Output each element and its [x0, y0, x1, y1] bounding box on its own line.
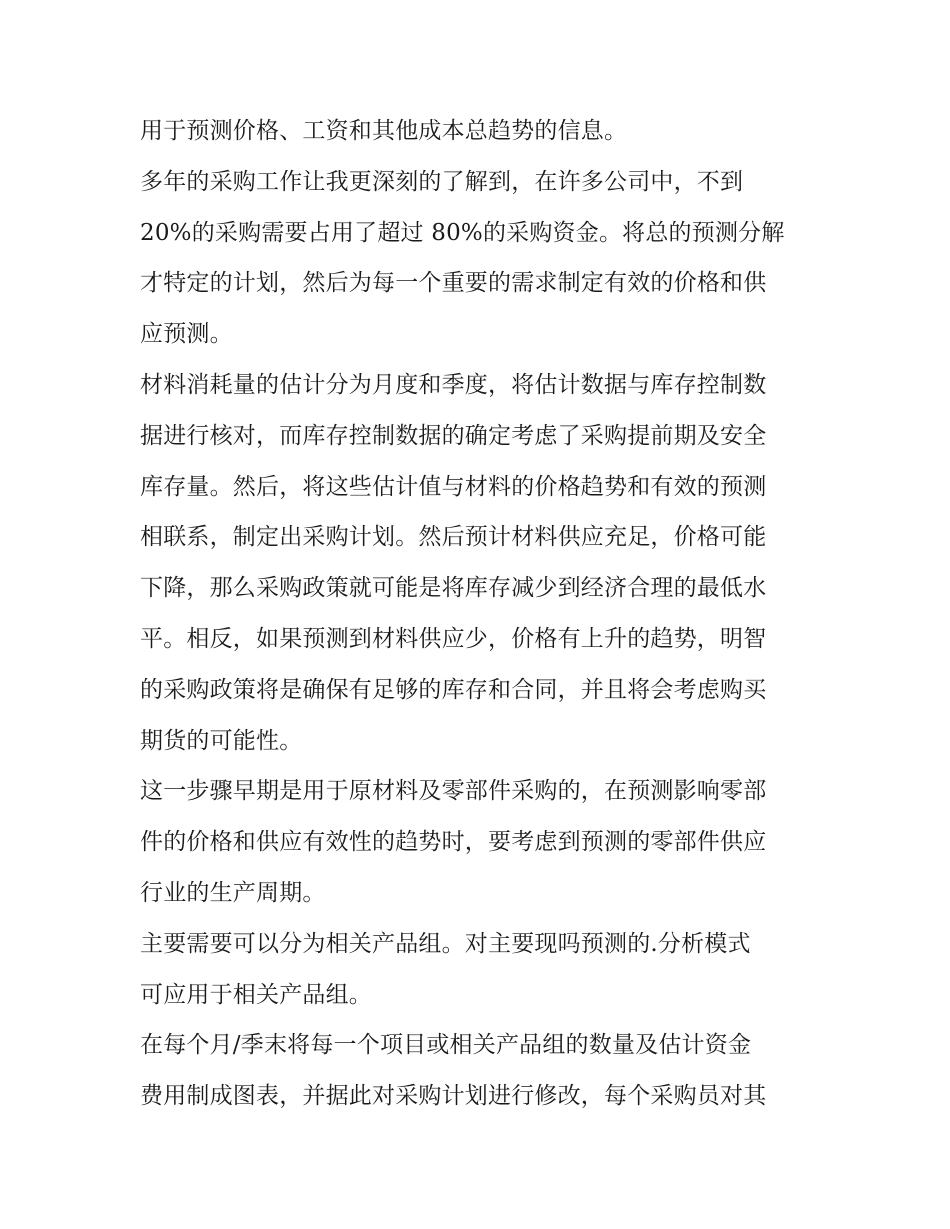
text-line: 可应用于相关产品组。: [140, 981, 372, 1008]
text-line: 用于预测价格、工资和其他成本总趋势的信息。: [140, 118, 628, 144]
text-line: 库存量。然后，将这些估计值与材料的价格趋势和有效的预测: [140, 473, 767, 500]
text-line: 的采购政策将是确保有足够的库存和合同，并且将会考虑购买: [140, 676, 767, 703]
text-line: 应预测。: [140, 321, 233, 348]
text-line: 行业的生产周期。: [140, 879, 326, 906]
text-line: 这一步骤早期是用于原材料及零部件采购的，在预测影响零部: [140, 778, 767, 805]
text-line: 才特定的计划，然后为每一个重要的需求制定有效的价格和供: [140, 270, 767, 297]
text-line: 20%的采购需要占用了超过 80%的采购资金。将总的预测分解: [140, 219, 785, 246]
body-text: [140, 106, 820, 1122]
text-line: 期货的可能性。: [140, 727, 303, 754]
text-line: 下降，那么采购政策就可能是将库存减少到经济合理的最低水: [140, 575, 767, 602]
text-line: 相联系，制定出采购计划。然后预计材料供应充足，价格可能: [140, 524, 767, 551]
text-line: 件的价格和供应有效性的趋势时，要考虑到预测的零部件供应: [140, 829, 767, 856]
text-line: 费用制成图表，并据此对采购计划进行修改，每个采购员对其: [140, 1083, 767, 1110]
text-line: 据进行核对，而库存控制数据的确定考虑了采购提前期及安全: [140, 422, 767, 449]
text-line: 多年的采购工作让我更深刻的了解到，在许多公司中，不到: [140, 168, 744, 195]
text-line: 主要需要可以分为相关产品组。对主要现吗预测的.分析模式: [140, 930, 751, 957]
text-line: 材料消耗量的估计分为月度和季度，将估计数据与库存控制数: [140, 371, 767, 398]
text-line: 平。相反，如果预测到材料供应少，价格有上升的趋势，明智: [140, 625, 767, 652]
text-line: 在每个月/季末将每一个项目或相关产品组的数量及估计资金: [140, 1032, 752, 1059]
